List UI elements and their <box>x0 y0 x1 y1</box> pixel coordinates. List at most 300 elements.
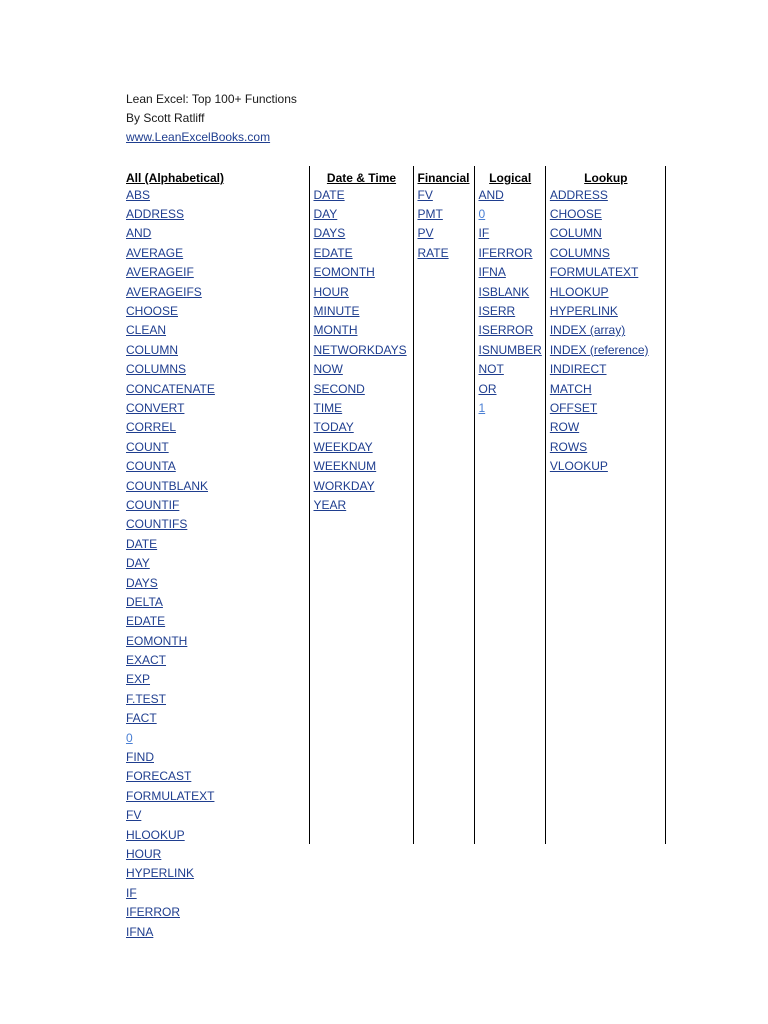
fn-datetime-cell <box>309 204 413 223</box>
fn-datetime-cell <box>309 650 413 669</box>
fn-lookup-cell <box>545 767 665 786</box>
fn-all-link[interactable]: DATE <box>126 536 158 551</box>
fn-financial-cell <box>413 612 474 631</box>
fn-datetime-cell <box>309 553 413 572</box>
fn-logical-link[interactable]: 1 <box>478 400 486 415</box>
fn-all-link[interactable]: DAY <box>126 556 150 571</box>
fn-all-link[interactable]: ADDRESS <box>126 207 185 222</box>
fn-all-cell <box>122 747 309 766</box>
fn-lookup-cell <box>545 282 665 301</box>
fn-datetime-cell <box>309 689 413 708</box>
fn-lookup-cell <box>545 418 665 437</box>
fn-logical-cell <box>474 786 545 805</box>
fn-financial-cell <box>413 670 474 689</box>
fn-datetime-cell <box>309 398 413 417</box>
fn-datetime-cell <box>309 243 413 262</box>
fn-all-cell <box>122 612 309 631</box>
fn-all-cell <box>122 670 309 689</box>
fn-logical-cell <box>474 515 545 534</box>
fn-logical-cell <box>474 340 545 359</box>
table-row <box>122 864 665 883</box>
fn-all-cell <box>122 902 309 921</box>
fn-all-link[interactable]: COLUMN <box>126 342 179 357</box>
fn-financial-cell <box>413 728 474 747</box>
fn-datetime-cell <box>309 864 413 883</box>
fn-lookup-cell <box>545 573 665 592</box>
fn-datetime-cell <box>309 631 413 650</box>
fn-datetime-link[interactable]: WEEKDAY <box>313 439 373 454</box>
fn-financial-cell <box>413 418 474 437</box>
fn-lookup-cell <box>545 360 665 379</box>
fn-datetime-cell <box>309 728 413 747</box>
table-row <box>122 224 665 243</box>
fn-financial-cell <box>413 515 474 534</box>
fn-all-cell <box>122 282 309 301</box>
fn-logical-link[interactable]: IFNA <box>478 265 506 280</box>
table-row <box>122 398 665 417</box>
table-row <box>122 825 665 844</box>
fn-datetime-link[interactable]: YEAR <box>313 497 347 512</box>
fn-logical-cell <box>474 321 545 340</box>
fn-financial-cell <box>413 437 474 456</box>
fn-all-link[interactable]: COUNT <box>126 439 169 454</box>
fn-financial-cell <box>413 806 474 825</box>
fn-lookup-cell <box>545 631 665 650</box>
fn-logical-cell <box>474 728 545 747</box>
fn-datetime-cell <box>309 883 413 902</box>
fn-logical-link[interactable]: NOT <box>478 362 504 377</box>
fn-financial-cell <box>413 321 474 340</box>
fn-logical-cell <box>474 456 545 475</box>
fn-all-cell <box>122 204 309 223</box>
fn-logical-cell <box>474 495 545 514</box>
fn-datetime-link[interactable]: DATE <box>313 187 345 202</box>
fn-all-cell <box>122 883 309 902</box>
fn-financial-cell <box>413 786 474 805</box>
table-row <box>122 495 665 514</box>
fn-lookup-cell <box>545 709 665 728</box>
fn-all-cell <box>122 418 309 437</box>
fn-all-link[interactable]: IFERROR <box>126 905 180 920</box>
fn-all-cell <box>122 495 309 514</box>
fn-lookup-cell <box>545 243 665 262</box>
table-row <box>122 437 665 456</box>
fn-datetime-link[interactable]: WORKDAY <box>313 478 375 493</box>
fn-all-link[interactable]: FORMULATEXT <box>126 788 215 803</box>
table-row <box>122 515 665 534</box>
fn-all-cell <box>122 728 309 747</box>
fn-all-link[interactable]: IF <box>126 885 137 900</box>
fn-all-link[interactable]: ABS <box>126 187 151 202</box>
fn-logical-cell <box>474 650 545 669</box>
fn-all-cell <box>122 864 309 883</box>
fn-lookup-link[interactable]: INDEX (array) <box>549 323 626 338</box>
fn-all-link[interactable]: CONVERT <box>126 400 185 415</box>
fn-datetime-link[interactable]: MINUTE <box>313 304 360 319</box>
fn-all-link[interactable]: AVERAGEIF <box>126 265 194 280</box>
fn-all-link[interactable]: FORECAST <box>126 769 192 784</box>
fn-lookup-cell <box>545 340 665 359</box>
fn-datetime-cell <box>309 573 413 592</box>
fn-lookup-cell <box>545 437 665 456</box>
fn-datetime-cell <box>309 844 413 863</box>
fn-logical-cell <box>474 922 545 941</box>
fn-logical-link[interactable]: 0 <box>478 207 486 222</box>
fn-datetime-cell <box>309 592 413 611</box>
fn-logical-cell <box>474 767 545 786</box>
fn-lookup-cell <box>545 263 665 282</box>
table-row <box>122 650 665 669</box>
fn-all-link[interactable]: HOUR <box>126 846 162 861</box>
fn-lookup-link[interactable]: ROW <box>549 420 580 435</box>
table-row <box>122 709 665 728</box>
fn-financial-cell <box>413 398 474 417</box>
fn-datetime-cell <box>309 515 413 534</box>
fn-datetime-cell <box>309 825 413 844</box>
table-row <box>122 902 665 921</box>
fn-all-link[interactable]: EOMONTH <box>126 633 188 648</box>
fn-all-cell <box>122 243 309 262</box>
fn-logical-cell <box>474 670 545 689</box>
table-row <box>122 612 665 631</box>
fn-financial-cell <box>413 224 474 243</box>
table-row <box>122 282 665 301</box>
fn-all-link[interactable]: F.TEST <box>126 691 167 706</box>
fn-lookup-cell <box>545 515 665 534</box>
fn-financial-link[interactable]: RATE <box>417 245 449 260</box>
table-row <box>122 670 665 689</box>
table-row <box>122 301 665 320</box>
fn-lookup-cell <box>545 224 665 243</box>
fn-all-link[interactable]: EXACT <box>126 653 167 668</box>
fn-logical-link[interactable]: ISERR <box>478 304 516 319</box>
fn-financial-cell <box>413 456 474 475</box>
fn-logical-cell <box>474 612 545 631</box>
fn-all-link[interactable]: CONCATENATE <box>126 381 215 396</box>
fn-logical-link[interactable]: IF <box>478 226 490 241</box>
fn-logical-cell <box>474 631 545 650</box>
fn-all-link[interactable]: FIND <box>126 750 154 765</box>
fn-datetime-link[interactable]: MONTH <box>313 323 358 338</box>
fn-datetime-cell <box>309 767 413 786</box>
fn-all-link[interactable]: CORREL <box>126 420 177 435</box>
fn-logical-cell <box>474 844 545 863</box>
fn-all-link[interactable]: FV <box>126 808 142 823</box>
fn-datetime-link[interactable]: EDATE <box>313 245 353 260</box>
fn-lookup-cell <box>545 747 665 766</box>
table-row <box>122 476 665 495</box>
fn-logical-cell <box>474 437 545 456</box>
fn-datetime-cell <box>309 747 413 766</box>
fn-lookup-cell <box>545 864 665 883</box>
table-row <box>122 379 665 398</box>
fn-lookup-cell <box>545 495 665 514</box>
fn-all-cell <box>122 263 309 282</box>
fn-all-cell <box>122 573 309 592</box>
fn-datetime-cell <box>309 321 413 340</box>
fn-logical-cell <box>474 204 545 223</box>
fn-lookup-link[interactable]: VLOOKUP <box>549 459 608 474</box>
fn-logical-cell <box>474 418 545 437</box>
fn-datetime-link[interactable]: HOUR <box>313 284 349 299</box>
fn-logical-cell <box>474 476 545 495</box>
fn-all-link[interactable]: AND <box>126 226 152 241</box>
fn-financial-cell <box>413 767 474 786</box>
fn-financial-cell <box>413 476 474 495</box>
fn-lookup-cell <box>545 456 665 475</box>
table-row <box>122 263 665 282</box>
fn-logical-cell <box>474 263 545 282</box>
fn-logical-cell <box>474 592 545 611</box>
table-row <box>122 844 665 863</box>
fn-lookup-link[interactable]: ADDRESS <box>549 187 608 202</box>
fn-all-cell <box>122 786 309 805</box>
fn-datetime-cell <box>309 534 413 553</box>
fn-all-cell <box>122 825 309 844</box>
fn-datetime-cell <box>309 922 413 941</box>
fn-financial-cell <box>413 379 474 398</box>
table-row <box>122 631 665 650</box>
fn-logical-link[interactable]: AND <box>478 187 504 202</box>
fn-financial-cell <box>413 709 474 728</box>
functions-table <box>122 166 666 941</box>
fn-all-link[interactable]: COUNTIF <box>126 497 180 512</box>
fn-datetime-cell <box>309 224 413 243</box>
fn-lookup-link[interactable]: INDEX (reference) <box>549 342 649 357</box>
table-row <box>122 728 665 747</box>
fn-all-link[interactable]: AVERAGE <box>126 245 184 260</box>
fn-all-link[interactable]: COLUMNS <box>126 362 187 377</box>
fn-financial-cell <box>413 360 474 379</box>
fn-financial-cell <box>413 592 474 611</box>
fn-all-cell <box>122 456 309 475</box>
fn-financial-cell <box>413 689 474 708</box>
column-header-all: All (Alphabetical) <box>122 166 309 185</box>
website-link[interactable]: www.LeanExcelBooks.com <box>126 130 271 144</box>
fn-lookup-link[interactable]: FORMULATEXT <box>549 265 639 280</box>
fn-lookup-cell <box>545 398 665 417</box>
fn-financial-cell <box>413 553 474 572</box>
fn-logical-cell <box>474 185 545 204</box>
fn-all-cell <box>122 398 309 417</box>
table-row <box>122 689 665 708</box>
fn-financial-cell <box>413 282 474 301</box>
fn-all-cell <box>122 340 309 359</box>
fn-datetime-cell <box>309 709 413 728</box>
fn-lookup-cell <box>545 670 665 689</box>
table-row <box>122 185 665 204</box>
fn-all-link[interactable]: EXP <box>126 672 151 687</box>
fn-lookup-cell <box>545 204 665 223</box>
table-row <box>122 360 665 379</box>
fn-lookup-cell <box>545 689 665 708</box>
fn-logical-cell <box>474 301 545 320</box>
table-row <box>122 573 665 592</box>
fn-logical-link[interactable]: IFERROR <box>478 245 533 260</box>
table-row <box>122 806 665 825</box>
fn-logical-cell <box>474 689 545 708</box>
fn-financial-cell <box>413 883 474 902</box>
fn-all-link[interactable]: DAYS <box>126 575 158 590</box>
fn-all-cell <box>122 437 309 456</box>
fn-lookup-cell <box>545 922 665 941</box>
fn-lookup-link[interactable]: COLUMNS <box>549 245 610 260</box>
fn-financial-cell <box>413 631 474 650</box>
column-header-datetime: Date & Time <box>309 166 413 185</box>
fn-financial-cell <box>413 864 474 883</box>
fn-datetime-link[interactable]: WEEKNUM <box>313 459 377 474</box>
document-author: By Scott Ratliff <box>126 111 205 125</box>
fn-logical-cell <box>474 806 545 825</box>
fn-datetime-link[interactable]: DAYS <box>313 226 346 241</box>
fn-datetime-cell <box>309 495 413 514</box>
fn-datetime-cell <box>309 360 413 379</box>
table-row <box>122 418 665 437</box>
fn-lookup-cell <box>545 592 665 611</box>
fn-datetime-cell <box>309 806 413 825</box>
fn-all-cell <box>122 844 309 863</box>
fn-datetime-cell <box>309 670 413 689</box>
fn-all-link[interactable]: COUNTIFS <box>126 517 188 532</box>
fn-logical-cell <box>474 379 545 398</box>
fn-datetime-link[interactable]: DAY <box>313 207 338 222</box>
fn-lookup-link[interactable]: OFFSET <box>549 400 598 415</box>
fn-all-link[interactable]: HYPERLINK <box>126 866 195 881</box>
fn-datetime-cell <box>309 786 413 805</box>
table-row <box>122 243 665 262</box>
fn-logical-cell <box>474 282 545 301</box>
fn-all-cell <box>122 689 309 708</box>
fn-lookup-link[interactable]: HLOOKUP <box>549 284 609 299</box>
fn-lookup-cell <box>545 650 665 669</box>
fn-lookup-link[interactable]: COLUMN <box>549 226 602 241</box>
fn-all-link[interactable]: AVERAGEIFS <box>126 284 202 299</box>
fn-all-link[interactable]: COUNTA <box>126 459 176 474</box>
fn-financial-link[interactable]: PMT <box>417 207 443 222</box>
document-title: Lean Excel: Top 100+ Functions <box>126 92 297 106</box>
fn-all-cell <box>122 650 309 669</box>
fn-logical-cell <box>474 224 545 243</box>
fn-lookup-cell <box>545 902 665 921</box>
table-row <box>122 883 665 902</box>
fn-all-link[interactable]: HLOOKUP <box>126 827 185 842</box>
fn-logical-cell <box>474 747 545 766</box>
fn-datetime-link[interactable]: EOMONTH <box>313 265 375 280</box>
table-row <box>122 747 665 766</box>
column-header-financial: Financial <box>413 166 474 185</box>
fn-datetime-cell <box>309 437 413 456</box>
table-header-row <box>122 166 665 185</box>
fn-logical-cell <box>474 573 545 592</box>
fn-lookup-cell <box>545 476 665 495</box>
fn-logical-link[interactable]: OR <box>478 381 497 396</box>
fn-all-link[interactable]: CHOOSE <box>126 304 179 319</box>
fn-financial-cell <box>413 204 474 223</box>
fn-logical-cell <box>474 553 545 572</box>
fn-financial-link[interactable]: PV <box>417 226 434 241</box>
fn-financial-cell <box>413 185 474 204</box>
fn-financial-cell <box>413 902 474 921</box>
table-row <box>122 922 665 941</box>
column-header-logical: Logical <box>474 166 545 185</box>
fn-logical-cell <box>474 398 545 417</box>
fn-logical-link[interactable]: ISBLANK <box>478 284 530 299</box>
table-row <box>122 592 665 611</box>
fn-lookup-cell <box>545 728 665 747</box>
fn-all-cell <box>122 592 309 611</box>
fn-logical-link[interactable]: ISERROR <box>478 323 534 338</box>
fn-all-link[interactable]: FACT <box>126 711 157 726</box>
fn-all-link[interactable]: CLEAN <box>126 323 167 338</box>
table-row <box>122 553 665 572</box>
functions-table-body <box>122 185 665 941</box>
fn-all-cell <box>122 321 309 340</box>
fn-logical-cell <box>474 360 545 379</box>
fn-lookup-link[interactable]: INDIRECT <box>549 362 607 377</box>
fn-financial-cell <box>413 263 474 282</box>
fn-financial-cell <box>413 243 474 262</box>
fn-lookup-link[interactable]: CHOOSE <box>549 207 602 222</box>
fn-lookup-cell <box>545 883 665 902</box>
fn-datetime-cell <box>309 612 413 631</box>
fn-financial-cell <box>413 844 474 863</box>
fn-all-cell <box>122 360 309 379</box>
fn-datetime-cell <box>309 902 413 921</box>
fn-all-link[interactable]: COUNTBLANK <box>126 478 209 493</box>
fn-lookup-cell <box>545 553 665 572</box>
fn-all-cell <box>122 709 309 728</box>
fn-datetime-link[interactable]: NETWORKDAYS <box>313 342 407 357</box>
fn-lookup-cell <box>545 321 665 340</box>
table-row <box>122 321 665 340</box>
table-row <box>122 340 665 359</box>
fn-logical-cell <box>474 534 545 553</box>
fn-datetime-link[interactable]: TODAY <box>313 420 354 435</box>
fn-financial-link[interactable]: FV <box>417 187 433 202</box>
fn-logical-cell <box>474 243 545 262</box>
fn-all-link[interactable]: IFNA <box>126 924 154 939</box>
fn-all-link[interactable]: EDATE <box>126 614 166 629</box>
fn-datetime-cell <box>309 263 413 282</box>
fn-datetime-link[interactable]: SECOND <box>313 381 365 396</box>
fn-lookup-cell <box>545 825 665 844</box>
fn-logical-link[interactable]: ISNUMBER <box>478 342 542 357</box>
fn-datetime-cell <box>309 282 413 301</box>
fn-all-cell <box>122 767 309 786</box>
fn-datetime-link[interactable]: NOW <box>313 362 343 377</box>
fn-all-link[interactable]: 0 <box>126 730 133 745</box>
fn-all-cell <box>122 515 309 534</box>
fn-all-cell <box>122 922 309 941</box>
fn-all-cell <box>122 185 309 204</box>
fn-datetime-link[interactable]: TIME <box>313 400 343 415</box>
fn-financial-cell <box>413 301 474 320</box>
fn-all-cell <box>122 224 309 243</box>
fn-logical-cell <box>474 902 545 921</box>
fn-datetime-cell <box>309 379 413 398</box>
fn-all-cell <box>122 476 309 495</box>
fn-lookup-cell <box>545 534 665 553</box>
fn-financial-cell <box>413 922 474 941</box>
table-row <box>122 534 665 553</box>
fn-all-link[interactable]: DELTA <box>126 594 163 609</box>
fn-financial-cell <box>413 573 474 592</box>
fn-lookup-link[interactable]: HYPERLINK <box>549 304 618 319</box>
document-header <box>126 90 297 147</box>
fn-lookup-link[interactable]: ROWS <box>549 439 588 454</box>
fn-lookup-link[interactable]: MATCH <box>549 381 592 396</box>
fn-datetime-cell <box>309 301 413 320</box>
